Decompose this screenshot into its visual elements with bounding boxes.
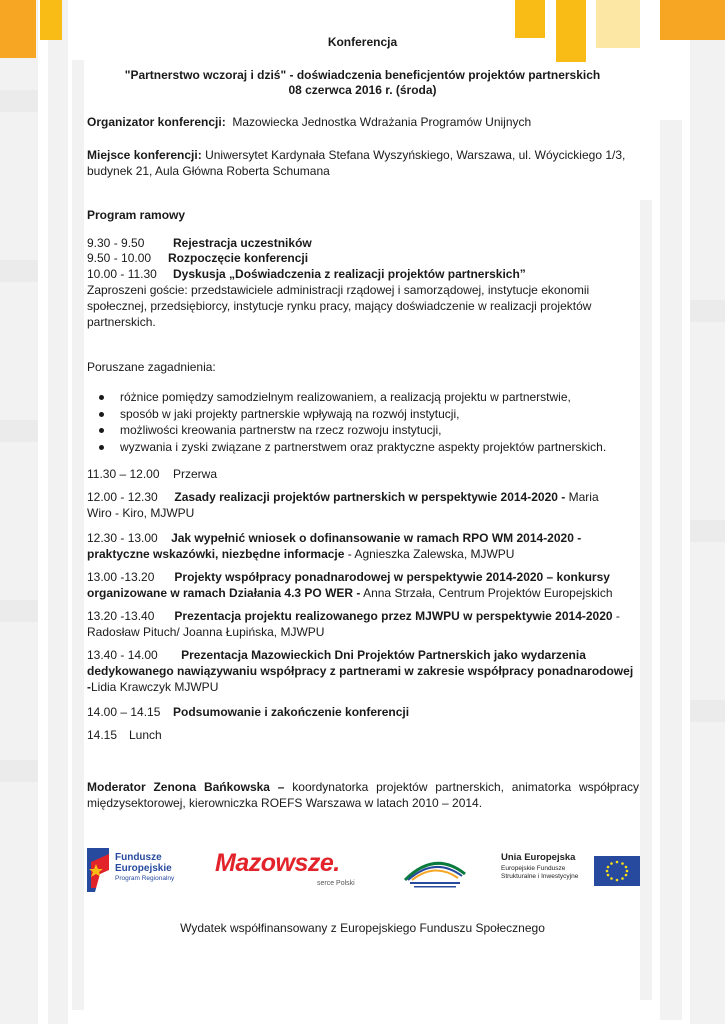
bullet-icon xyxy=(99,428,104,433)
list-item: sposób w jaki projekty partnerskie wpływają na rozwój instytucji, xyxy=(87,406,647,423)
session-2-line-2: praktyczne wskazówki, niezbędne informacje - Agnieszka Zalewska, MJWPU xyxy=(87,547,515,561)
session-5-speaker: -Lidia Krawczyk MJWPU xyxy=(87,680,219,694)
mazowsze-wordmark: Mazowsze. xyxy=(215,849,340,877)
fe-logo-title-2: Europejskie xyxy=(115,863,172,874)
guests-line: Zaproszeni goście: przedstawiciele administracji rządowej i samorządowej, instytucje ekonomii xyxy=(87,283,590,297)
document-title: Konferencja xyxy=(327,35,398,49)
organizer-line xyxy=(87,114,531,130)
session-4-speaker: Radosław Pituch/ Joanna Łupińska, MJWPU xyxy=(87,625,325,639)
break-time: 11.30 – 12.00 xyxy=(87,467,160,481)
eu-flag-icon xyxy=(594,856,640,886)
session-2-line: 12.30 - 13.00 Jak wypełnić wniosek o dofinansowanie w ramach RPO WM 2014-2020 - xyxy=(87,531,582,545)
closing-time: 14.00 – 14.15 xyxy=(87,705,161,719)
eu-logo-title: Unia Europejska xyxy=(501,852,576,863)
fe-logo-sub: Program Regionalny xyxy=(115,875,175,882)
session-3-speaker: Anna Strzała, Centrum Projektów Europejskich xyxy=(363,586,613,600)
program-time: 10.00 - 11.30 xyxy=(87,267,157,281)
conference-subtitle: "Partnerstwo wczoraj i dziś" - doświadczenia beneficjentów projektów partnerskich xyxy=(124,68,601,82)
session-1-title: Zasady realizacji projektów partnerskich w perspektywie 2014-2020 - xyxy=(174,490,566,504)
topics-list xyxy=(87,389,647,455)
program-title: Rejestracja uczestników xyxy=(173,236,312,250)
bullet-icon xyxy=(99,445,104,450)
eu-logo xyxy=(501,846,640,894)
organizer-label: Organizator konferencji: xyxy=(87,115,226,129)
moderator-line-2: międzysektorowej, kierowniczka ROEFS Warszawa w latach 2010 – 2014. xyxy=(87,796,483,810)
moderator-label: Moderator Zenona Bańkowska – xyxy=(87,780,285,794)
session-3-title: Projekty współpracy ponadnarodowej w perspektywie 2014-2020 – konkursy xyxy=(174,570,610,584)
bullet-icon xyxy=(99,395,104,400)
break-title: Przerwa xyxy=(173,467,218,481)
session-5-title: Prezentacja Mazowieckich Dni Projektów Partnerskich jako wydarzenia xyxy=(181,648,586,662)
eu-logo-line-2: Strukturalne i Inwestycyjne xyxy=(501,873,579,880)
eu-logo-line-1: Europejskie Fundusze xyxy=(501,865,566,872)
program-title: Rozpoczęcie konferencji xyxy=(168,251,309,265)
program-time: 9.30 - 9.50 xyxy=(87,236,145,250)
fundusze-europejskie-logo xyxy=(85,846,195,894)
session-3-line: 13.00 -13.20 Projekty współpracy ponadnarodowej w perspektywie 2014-2020 – konkursy xyxy=(87,570,610,584)
mjwpu-emblem-icon xyxy=(400,846,470,892)
session-1-line: 12.00 - 12.30 Zasady realizacji projektów partnerskich w perspektywie 2014-2020 - Maria xyxy=(87,490,599,504)
session-1-speaker: Wiro - Kiro, MJWPU xyxy=(87,506,195,520)
list-item: możliwości kreowania partnerstw na rzecz rozwoju instytucji, xyxy=(87,422,647,439)
bullet-icon xyxy=(99,412,104,417)
venue-line-1 xyxy=(87,147,625,163)
session-4-line: 13.20 -13.40 Prezentacja projektu realizowanego przez MJWPU w perspektywie 2014-2020 - xyxy=(87,609,620,623)
closing-title: Podsumowanie i zakończenie konferencji xyxy=(173,705,410,719)
session-2-speaker: - Agnieszka Zalewska, MJWPU xyxy=(347,547,515,561)
lunch-time: 14.15 xyxy=(87,728,118,742)
mazowsze-logo xyxy=(215,846,375,894)
fe-star-icon xyxy=(87,848,113,892)
venue-label: Miejsce konferencji: xyxy=(87,148,202,162)
conference-date: 08 czerwca 2016 r. (środa) xyxy=(288,83,437,97)
session-2-title: Jak wypełnić wniosek o dofinansowanie w ramach RPO WM 2014-2020 - xyxy=(171,531,582,545)
program-time: 9.50 - 10.00 xyxy=(87,251,152,265)
program-title: Dyskusja „Doświadczenia z realizacji projektów partnerskich” xyxy=(173,267,526,281)
program-heading: Program ramowy xyxy=(87,208,186,222)
session-3-line-2: organizowane w ramach Działania 4.3 PO WER - Anna Strzała, Centrum Projektów Europejskich xyxy=(87,586,613,600)
guests-line: społecznej, przedsiębiorcy, instytucje rynku pracy, mający doświadczenie w realizacji projektów xyxy=(87,299,592,313)
session-5-line: 13.40 - 14.00 Prezentacja Mazowieckich Dni Projektów Partnerskich jako wydarzenia xyxy=(87,648,586,662)
guests-line: partnerskich. xyxy=(87,315,156,329)
lunch-title: Lunch xyxy=(129,728,162,742)
organizer-value: Mazowiecka Jednostka Wdrażania Programów Unijnych xyxy=(232,115,532,129)
mjwpu-logo xyxy=(400,846,470,894)
venue-value: Uniwersytet Kardynała Stefana Wyszyńskiego, Warszawa, ul. Wóycickiego 1/3, xyxy=(205,148,626,162)
session-4-title: Prezentacja projektu realizowanego przez MJWPU w perspektywie 2014-2020 xyxy=(174,609,613,623)
mazowsze-tagline: serce Polski xyxy=(317,880,355,887)
venue-line-2: budynek 21, Aula Główna Roberta Schumana xyxy=(87,164,330,178)
fe-logo-title-1: Fundusze xyxy=(115,852,162,863)
topics-heading: Poruszane zagadnienia: xyxy=(87,360,216,374)
sponsor-logos xyxy=(85,846,640,894)
list-item: różnice pomiędzy samodzielnym realizowaniem, a realizacją projektu w partnerstwie, xyxy=(87,389,647,406)
moderator-line-1: Moderator Zenona Bańkowska – koordynatorka projektów partnerskich, animatorka współpracy xyxy=(87,780,639,794)
session-5-line-2: dedykowanego nawiązywaniu współpracy z partnerami w zakresie współpracy ponadnarodowej xyxy=(87,664,634,678)
footer-funding-note: Wydatek współfinansowany z Europejskiego Funduszu Społecznego xyxy=(180,921,545,935)
list-item: wyzwania i zyski związane z partnerstwem oraz praktyczne aspekty projektów partnerskich. xyxy=(87,439,647,456)
